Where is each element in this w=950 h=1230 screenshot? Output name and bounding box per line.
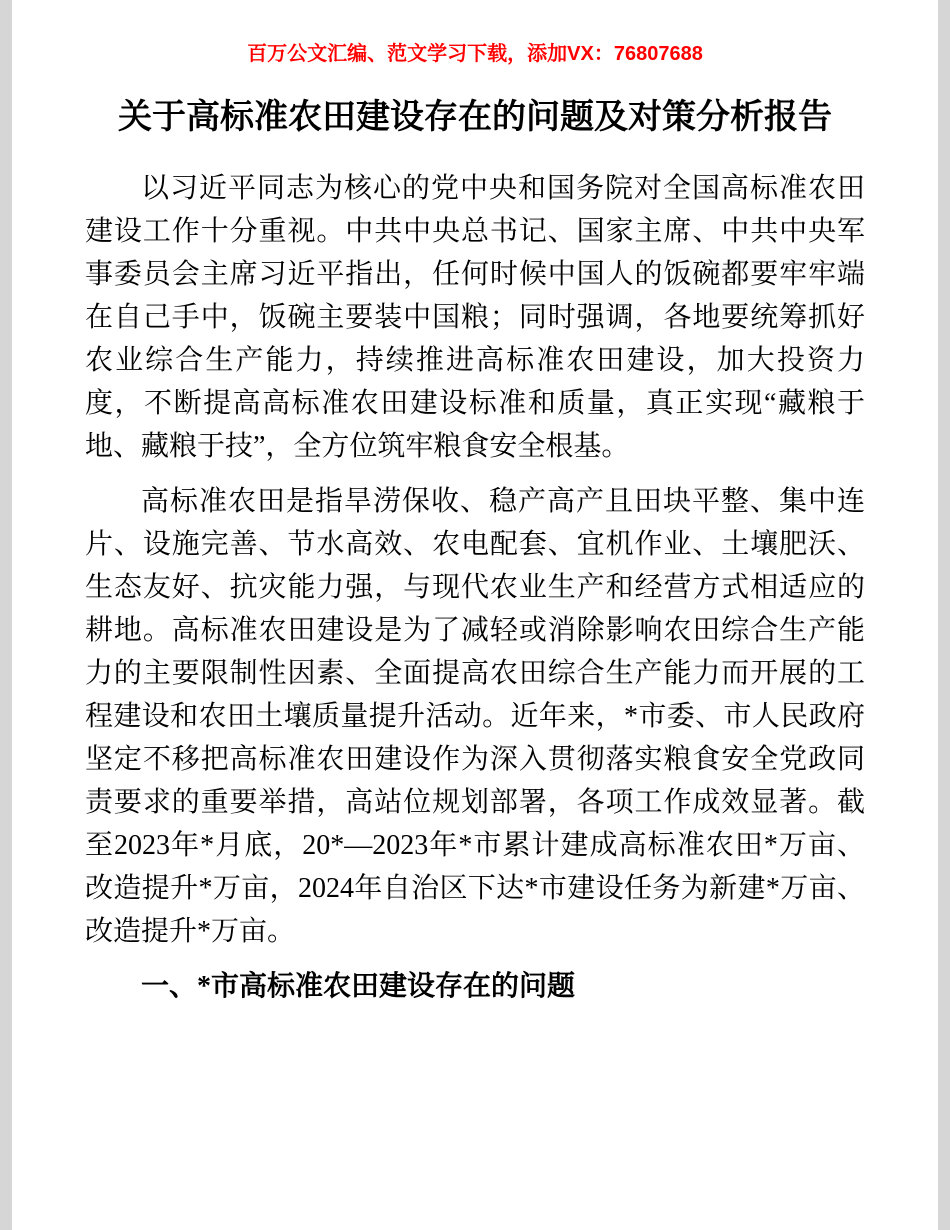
paragraph-intro: 以习近平同志为核心的党中央和国务院对全国高标准农田建设工作十分重视。中共中央总书记、国家主席、中共中央军事委员会主席习近平指出，任何时候中国人的饭碗都要牢牢端在自己手中，饭碗主要装中国粮；同时强调，各地要统筹抓好农业综合生产能力，持续推进高标准农田建设，加大投资力度，不断提高高标准农田建设标准和质量，真正实现“藏粮于地、藏粮于技”，全方位筑牢粮食安全根基。 (85, 172, 865, 462)
section-heading-problems: 一、*市高标准农田建设存在的问题 (141, 970, 576, 1002)
document-page (12, 0, 938, 1230)
document-title: 关于高标准农田建设存在的问题及对策分析报告 (118, 99, 832, 136)
header-ad-text: 百万公文汇编、范文学习下载，添加VX：76807688 (247, 43, 703, 65)
paragraph-background: 高标准农田是指旱涝保收、稳产高产且田块平整、集中连片、设施完善、节水高效、农电配套、宜机作业、土壤肥沃、生态友好、抗灾能力强，与现代农业生产和经营方式相适应的耕地。高标准农田建设是为了减轻或消除影响农田综合生产能力的主要限制性因素、全面提高农田综合生产能力而开展的工程建设和农田土壤质量提升活动。近年来，*市委、市人民政府坚定不移把高标准农田建设作为深入贯彻落实粮食安全党政同责要求的重要举措，高站位规划部署，各项工作成效显著。截至2023年*月底，20*—2023年*市累计建成高标准农田*万亩、改造提升*万亩，2024年自治区下达*市建设任务为新建*万亩、改造提升*万亩。 (85, 485, 865, 947)
